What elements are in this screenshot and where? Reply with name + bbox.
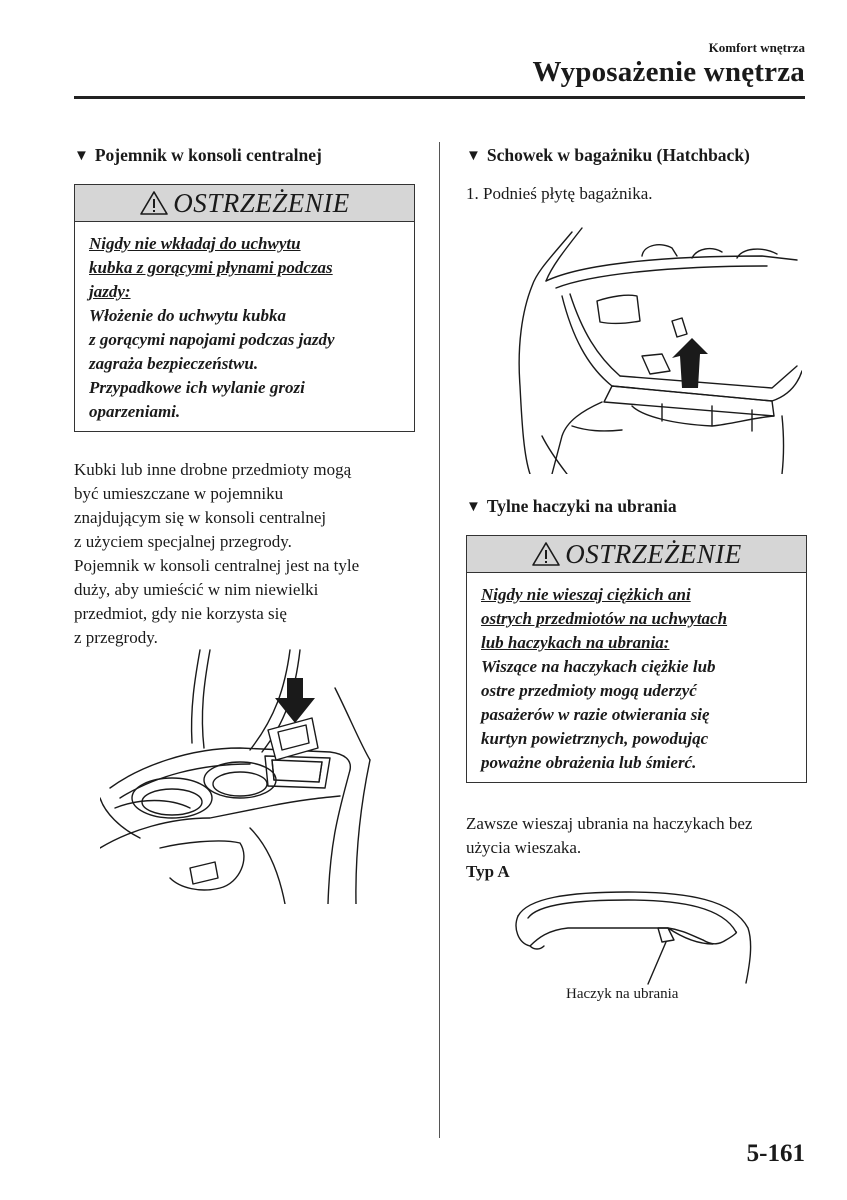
warning-title: OSTRZEŻENIE [565,538,742,569]
text-line: użycia wieszaka. [466,838,582,857]
text-line: znajdującym się w konsoli centralnej [74,508,327,527]
step-1: 1. Podnieś płytę bagażnika. [466,184,653,203]
section-heading-console [74,145,322,166]
warning-box-console [74,184,415,432]
warning-line: Włożenie do uchwytu kubka [89,306,286,325]
console-description [74,458,359,650]
triangle-marker-icon: ▼ [466,499,481,515]
text-line: duży, aby umieścić w nim niewielki [74,580,319,599]
section-heading-text: Pojemnik w konsoli centralnej [94,145,322,165]
page-title: Wyposażenie wnętrza [532,56,805,88]
text-line: Zawsze wieszaj ubrania na haczykach bez [466,814,753,833]
warning-line: ostre przedmioty mogą uderzyć [481,681,697,700]
coat-hook-illustration [508,888,758,988]
warning-text [467,573,806,783]
warning-line: pasażerów w razie otwierania się [481,705,710,724]
warning-line: zagraża bezpieczeństwu. [89,354,259,373]
section-heading-trunk [466,145,750,166]
warning-line: ostrych przedmiotów na uchwytach [481,609,728,628]
section-heading-text: Tylne haczyki na ubrania [486,496,677,516]
hook-caption: Haczyk na ubrania [566,986,679,1002]
warning-box-hooks [466,535,807,783]
column-divider [439,142,440,1138]
header-divider [74,96,805,99]
warning-line: Wiszące na haczykach ciężkie lub [481,657,716,676]
text-line: Pojemnik w konsoli centralnej jest na tyle [74,556,360,575]
warning-line: poważne obrażenia lub śmierć. [481,753,697,772]
triangle-marker-icon: ▼ [466,148,481,164]
warning-triangle-icon [139,190,169,216]
warning-header [75,185,414,222]
section-heading-text: Schowek w bagażniku (Hatchback) [486,145,750,165]
trunk-illustration [512,226,802,474]
type-label: Typ A [466,862,510,881]
text-line: być umieszczane w pojemniku [74,484,284,503]
warning-triangle-icon [531,541,561,567]
section-label: Komfort wnętrza [708,40,805,55]
warning-line: lub haczykach na ubrania: [481,633,670,652]
triangle-marker-icon: ▼ [74,148,89,164]
warning-line: Nigdy nie wkładaj do uchwytu [89,234,301,253]
section-heading-hooks [466,496,677,517]
page-number: 5-161 [746,1140,805,1167]
warning-line: kubka z gorącymi płynami podczas [89,258,333,277]
console-illustration [100,648,400,904]
text-line: z przegrody. [74,628,158,647]
text-line: Kubki lub inne drobne przedmioty mogą [74,460,352,479]
warning-title: OSTRZEŻENIE [173,187,350,218]
warning-line: jazdy: [89,282,131,301]
hooks-description [466,812,752,860]
text-line: przedmiot, gdy nie korzysta się [74,604,287,623]
warning-line: Przypadkowe ich wylanie grozi [89,378,305,397]
warning-line: z gorącymi napojami podczas jazdy [89,330,335,349]
warning-header [467,536,806,573]
warning-line: oparzeniami. [89,402,181,421]
warning-text [75,222,414,432]
text-line: z użyciem specjalnej przegrody. [74,532,292,551]
warning-line: Nigdy nie wieszaj ciężkich ani [481,585,691,604]
warning-line: kurtyn powietrznych, powodując [481,729,709,748]
